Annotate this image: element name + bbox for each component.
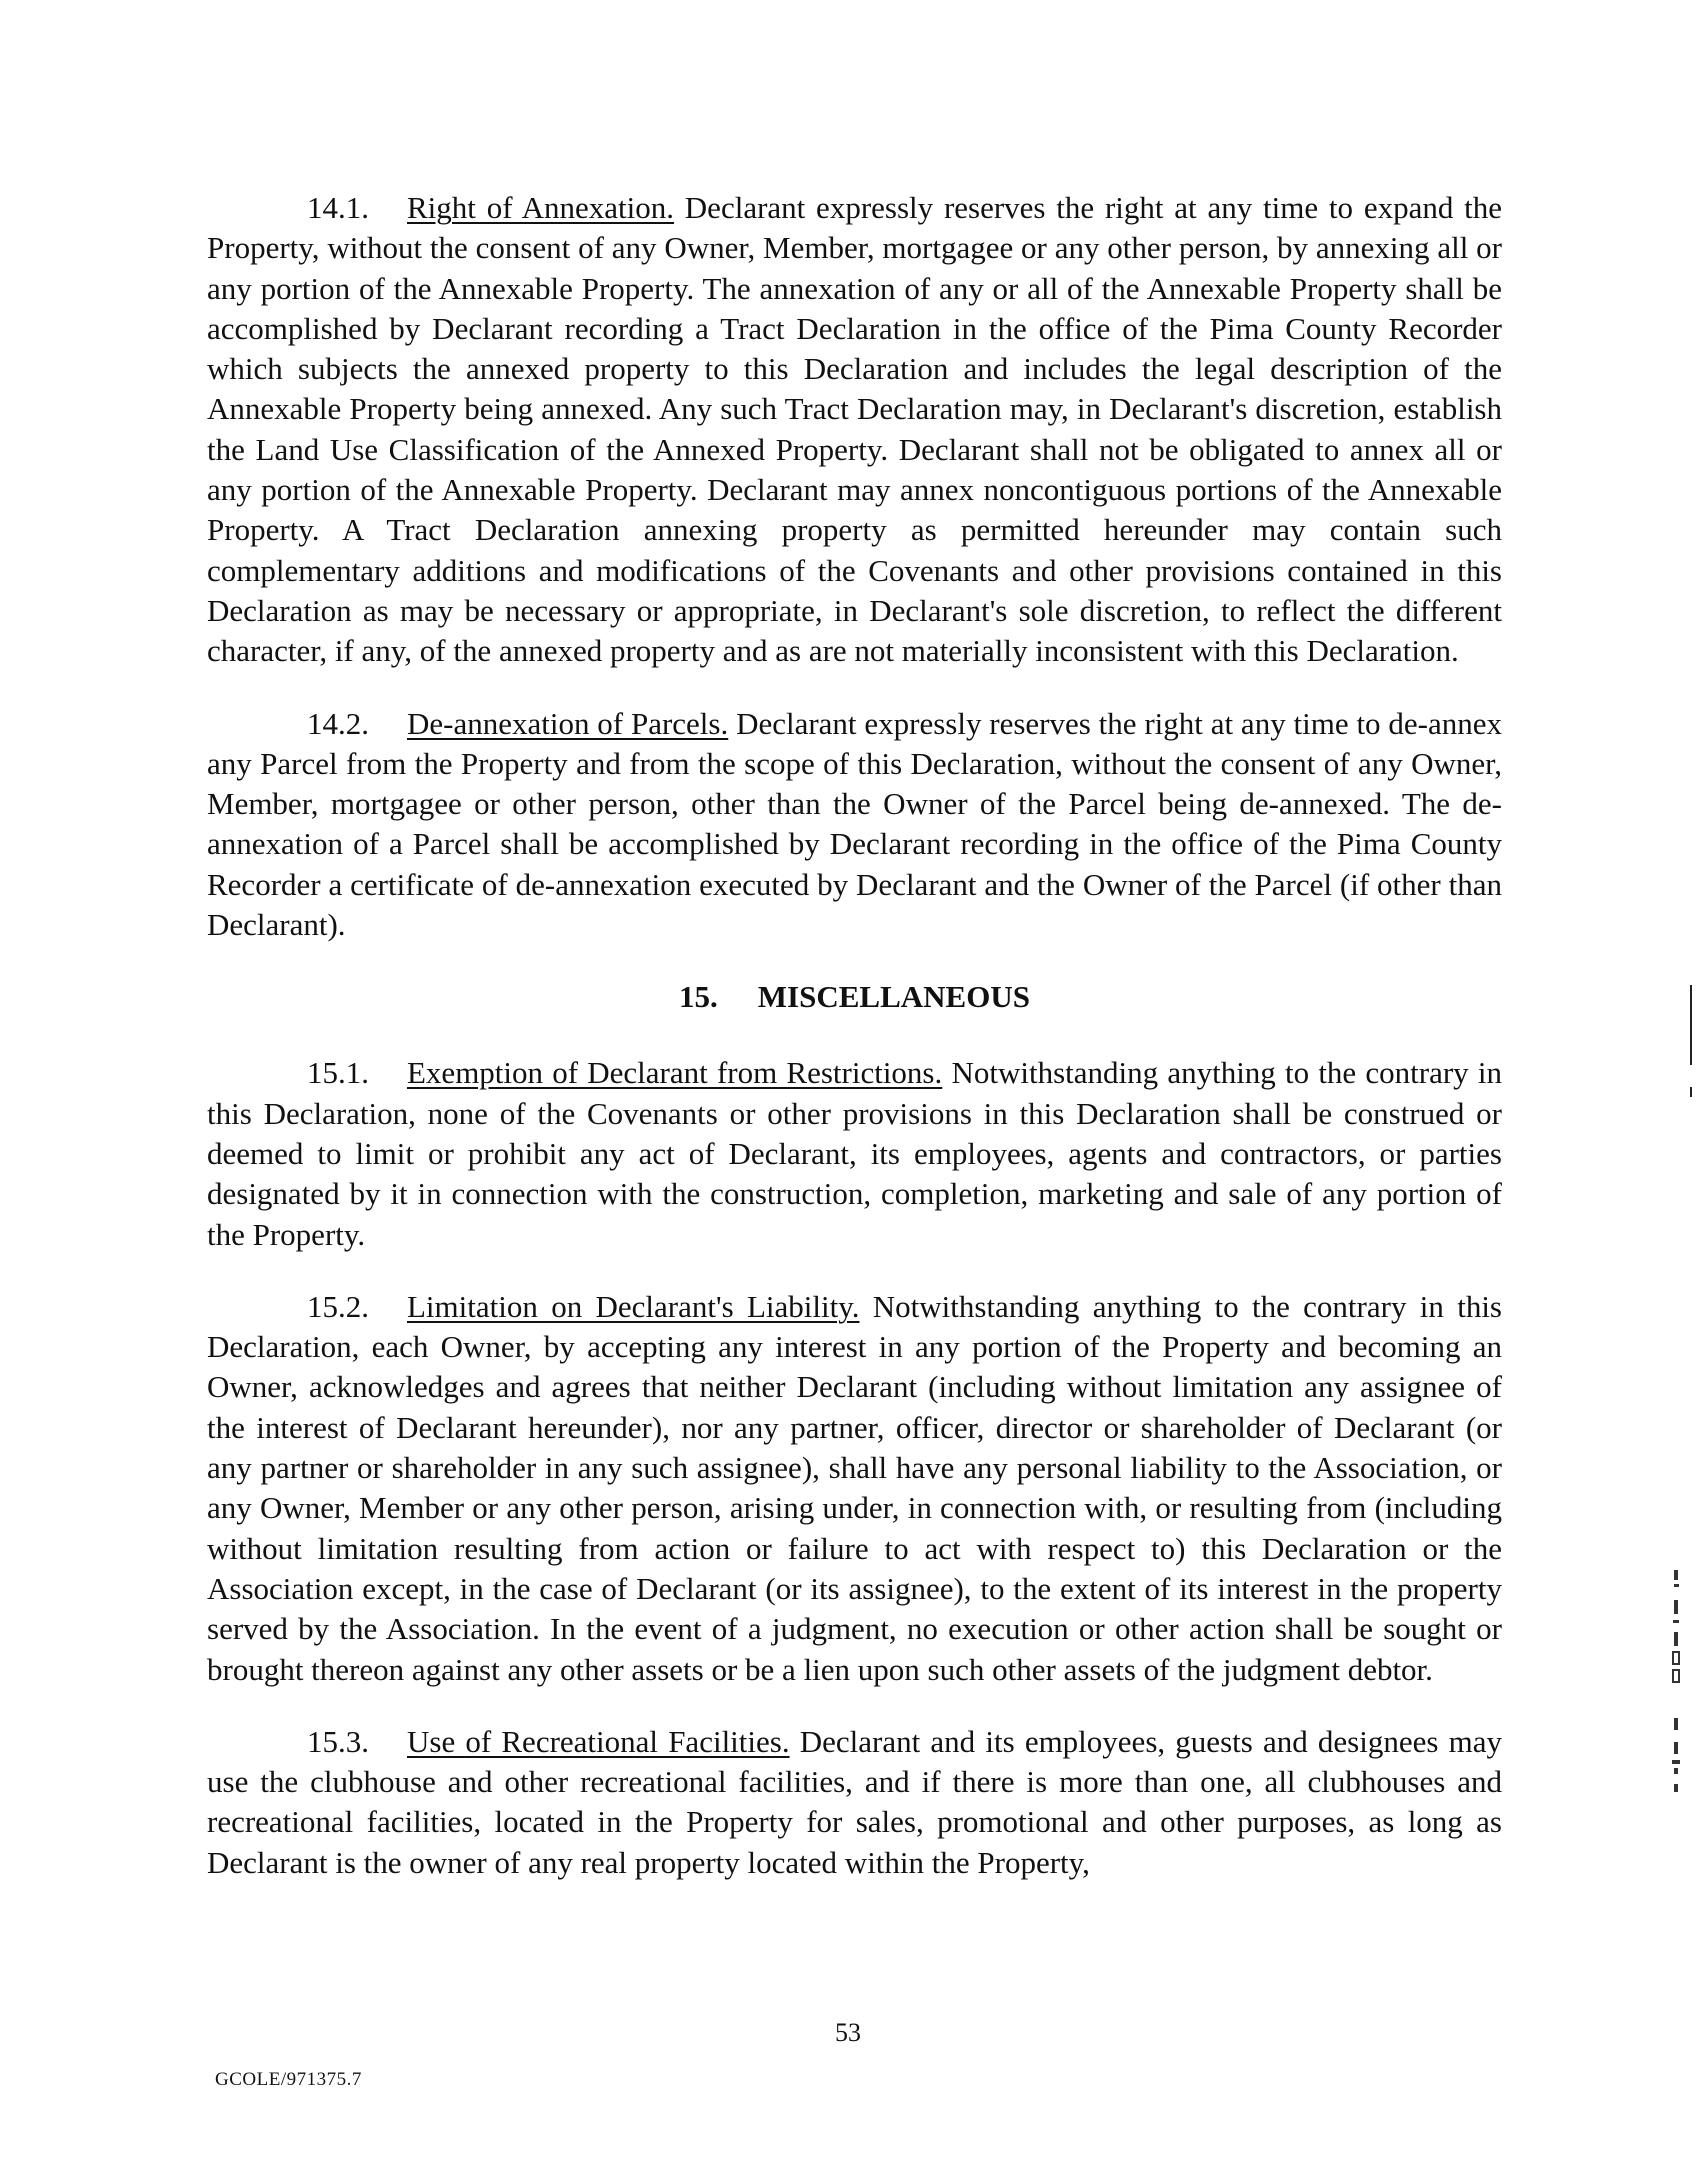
document-id: GCOLE/971375.7 [215,2069,362,2090]
section-title: MISCELLANEOUS [757,979,1030,1015]
paragraph-text: Notwithstanding anything to the contrary in this Declaration, each Owner, by accepting any interest in any portion of the Property and becoming an Owner, acknowledges and agrees that neither Declarant (including without limitation any assignee of the interest of Declarant hereunder), nor any partner, officer, director or shareholder of Declarant (or any partner or shareholder in any such assignee), shall have any personal liability to the Association, or any Owner, Member or any other person, arising under, in connection with, or resulting from (including without limitation resulting from action or failure to act with respect to) this Declaration or the Association except, in the case of Declarant (or its assignee), to the extent of its interest in the property served by the Association. In the event of a judgment, no execution or other action shall be sought or brought thereon against any other assets or be a lien upon such other assets of the judgment debtor. [207,1288,1502,1687]
scan-margin-tick [1690,1087,1692,1097]
paragraph-heading: Limitation on Declarant's Liability. [407,1288,860,1324]
paragraph-text: Declarant expressly reserves the right at any time to de-annex any Parcel from the Property and from the scope of this Declaration, without the consent of any Owner, Member, mortgagee or other person, other than the Owner of the Parcel being de-annexed. The de-annexation of a Parcel shall be accomplished by Declarant recording in the office of the Pima County Recorder a certificate of de-annexation executed by Declarant and the Owner of the Parcel (if other than Declarant). [207,705,1502,943]
paragraph-number: 14.2. [307,705,369,741]
page-number: 53 [835,2018,861,2047]
paragraph-heading: Right of Annexation. [407,190,674,225]
paragraph-heading: De-annexation of Parcels. [407,705,729,741]
paragraph-heading: Exemption of Declarant from Restrictions. [407,1055,943,1091]
section-heading-15 [207,977,1502,1017]
paragraph-number: 14.1. [307,190,369,225]
section-number: 15. [679,979,718,1015]
document-body [207,188,1502,1915]
paragraph-number: 15.1. [307,1055,369,1091]
scan-margin-line [1690,985,1692,1065]
paragraph-number: 15.2. [307,1288,369,1324]
paragraph-15-3 [207,1722,1502,1883]
paragraph-text: Notwithstanding anything to the contrary in this Declaration, none of the Covenants or other provisions in this Declaration shall be construed or deemed to limit or prohibit any act of Declarant, its employees, agents and contractors, or parties designated by it in connection with the construction, completion, marketing and sale of any portion of the Property. [207,1055,1502,1252]
paragraph-15-2 [207,1287,1502,1690]
recorder-stamp-icon [1668,1570,1688,1830]
paragraph-text: Declarant and its employees, guests and designees may use the clubhouse and other recreational facilities, and if there is more than one, all clubhouses and recreational facilities, located in the Property for sales, promotional and other purposes, as long as Declarant is the owner of any real property located within the Property, [207,1723,1502,1880]
paragraph-14-2 [207,704,1502,946]
paragraph-heading: Use of Recreational Facilities. [407,1723,790,1759]
paragraph-14-1 [207,188,1502,672]
paragraph-15-1 [207,1053,1502,1254]
paragraph-text: Declarant expressly reserves the right at any time to expand the Property, without the consent of any Owner, Member, mortgagee or any other person, by annexing all or any portion of the Annexable Property. The annexation of any or all of the Annexable Property shall be accomplished by Declarant recording a Tract Declaration in the office of the Pima County Recorder which subjects the annexed property to this Declaration and includes the legal description of the Annexable Property being annexed. Any such Tract Declaration may, in Declarant's discretion, establish the Land Use Classification of the Annexed Property. Declarant shall not be obligated to annex all or any portion of the Annexable Property. Declarant may annex noncontiguous portions of the Annexable Property. A Tract Declaration annexing property as permitted hereunder may contain such complementary additions and modifications of the Covenants and other provisions contained in this Declaration as may be necessary or appropriate, in Declarant's sole discretion, to reflect the different character, if any, of the annexed property and as are not materially inconsistent with this Declaration. [207,190,1503,669]
recorder-stamp-mark [1668,1570,1688,1835]
paragraph-number: 15.3. [307,1723,369,1759]
